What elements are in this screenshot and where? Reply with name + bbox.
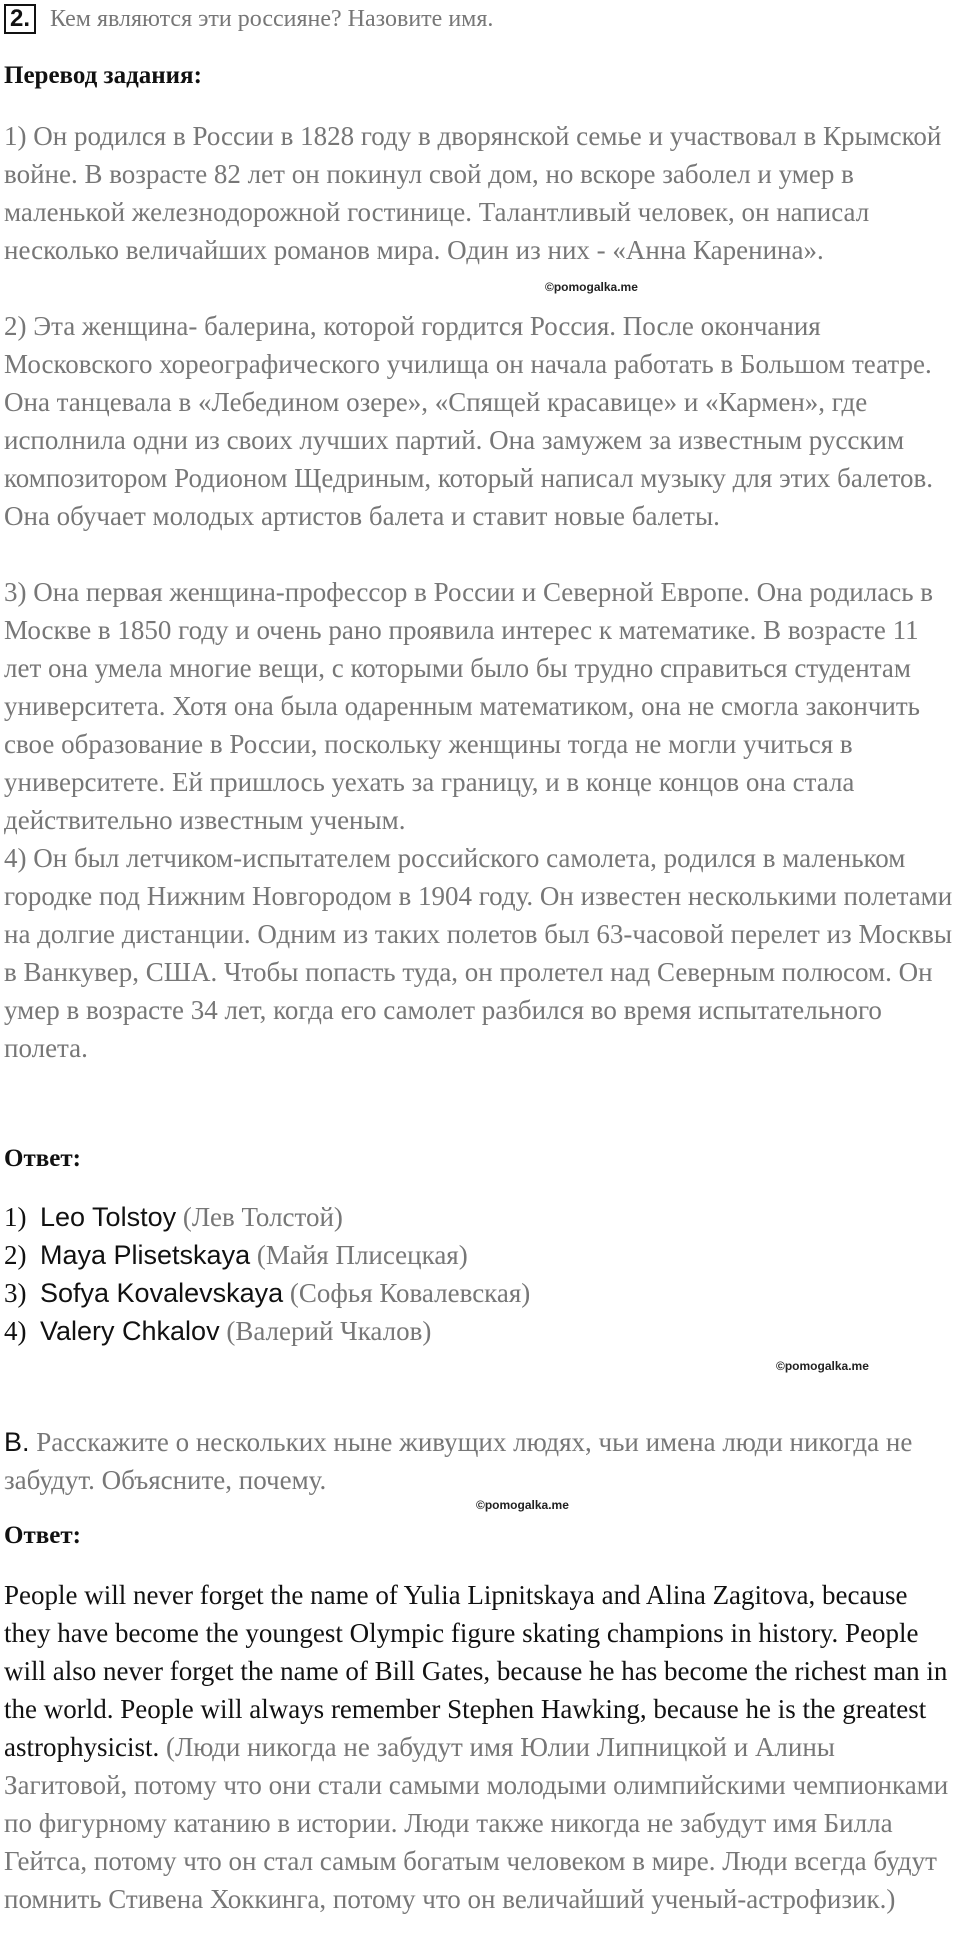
answer-russian-name: (Валерий Чкалов) xyxy=(226,1316,432,1346)
answer-russian-name: (Софья Ковалевская) xyxy=(289,1278,531,1308)
answer-english-name: Sofya Kovalevskaya xyxy=(40,1278,284,1308)
answer-list xyxy=(4,1198,530,1350)
answer-english-name: Leo Tolstoy xyxy=(40,1202,177,1232)
task-number: 2. xyxy=(4,4,36,34)
answer-number: 3) xyxy=(4,1278,27,1308)
answer-english-name: Maya Plisetskaya xyxy=(40,1240,251,1270)
answer-item xyxy=(4,1312,530,1350)
translation-heading: Перевод задания: xyxy=(4,62,202,89)
answer-item xyxy=(4,1198,530,1236)
watermark-1: ©pomogalka.me xyxy=(545,280,638,294)
section-b-letter: B. xyxy=(4,1427,30,1457)
final-answer-english: People will never forget the name of Yulia Lipnitskaya and Alina Zagitova, because they have become the youngest Olympic figure skating champions in history. People will also never forget the name of Bill Gates, because he has become the richest man in the world. People will always remember Stephen Hawking, because he is the greatest astrophysicist. xyxy=(4,1580,948,1762)
paragraph-4: 4) Он был летчиком-испытателем российского самолета, родился в маленьком городке под Нижним Новгородом в 1904 году. Он известен несколькими полетами на долгие дистанции. Одним из таких полетов был 63-часовой перелет из Москвы в Ванкувер, США. Чтобы попасть туда, он пролетел над Северным полюсом. Он умер в возрасте 34 лет, когда его самолет разбился во время испытательного полета. xyxy=(4,843,953,1063)
paragraph-1: 1) Он родился в России в 1828 году в дворянской семье и участвовал в Крымской войне. В возрасте 82 лет он покинул свой дом, но вскоре заболел и умер в маленькой железнодорожной гостинице. Талантливый человек, он написал несколько величайших романов мира. Один из них - «Анна Каренина». xyxy=(4,121,942,265)
answer-heading-2: Ответ: xyxy=(4,1522,81,1549)
answer-russian-name: (Лев Толстой) xyxy=(182,1202,343,1232)
section-b-text: Расскажите о нескольких ныне живущих людях, чьи имена люди никогда не забудут. Объясните, почему. xyxy=(4,1427,913,1495)
paragraph-2: 2) Эта женщина- балерина, которой гордится Россия. После окончания Московского хореографического училища он начала работать в Большом театре. Она танцевала в «Лебедином озере», «Спящей красавице» и «Кармен», где исполнила одни из своих лучших партий. Она замужем за известным русским композитором Родионом Щедриным, который написал музыку для этих балетов. Она обучает молодых артистов балета и ставит новые балеты. xyxy=(4,311,934,531)
answer-item xyxy=(4,1236,530,1274)
answer-item xyxy=(4,1274,530,1312)
section-b xyxy=(4,1423,956,1499)
answer-number: 4) xyxy=(4,1316,27,1346)
watermark-2: ©pomogalka.me xyxy=(776,1359,869,1373)
task-header xyxy=(4,4,493,34)
answer-english-name: Valery Chkalov xyxy=(40,1316,220,1346)
answer-number: 1) xyxy=(4,1202,27,1232)
paragraph-3: 3) Она первая женщина-профессор в России и Северной Европе. Она родилась в Москве в 1850 году и очень рано проявила интерес к математике. В возрасте 11 лет она умела многие вещи, с которыми было бы трудно справиться студентам университета. Хотя она была одаренным математиком, она не смогла закончить свое образование в России, поскольку женщины тогда не могли учиться в университете. Ей пришлось уехать за границу, и в конце концов она стала действительно известным ученым. xyxy=(4,577,934,835)
final-answer xyxy=(4,1576,956,1918)
answer-heading: Ответ: xyxy=(4,1145,81,1172)
watermark-3: ©pomogalka.me xyxy=(476,1498,569,1512)
answer-number: 2) xyxy=(4,1240,27,1270)
final-answer-russian: (Люди никогда не забудут имя Юлии Липницкой и Алины Загитовой, потому что они стали самыми молодыми олимпийскими чемпионками по фигурному катанию в истории. Люди также никогда не забудут имя Билла Гейтса, потому что он стал самым богатым человеком в мире. Люди всегда будут помнить Стивена Хоккинга, потому что он величайший ученый-астрофизик.) xyxy=(4,1732,949,1914)
answer-russian-name: (Майя Плисецкая) xyxy=(256,1240,468,1270)
task-question: Кем являются эти россияне? Назовите имя. xyxy=(50,5,494,32)
